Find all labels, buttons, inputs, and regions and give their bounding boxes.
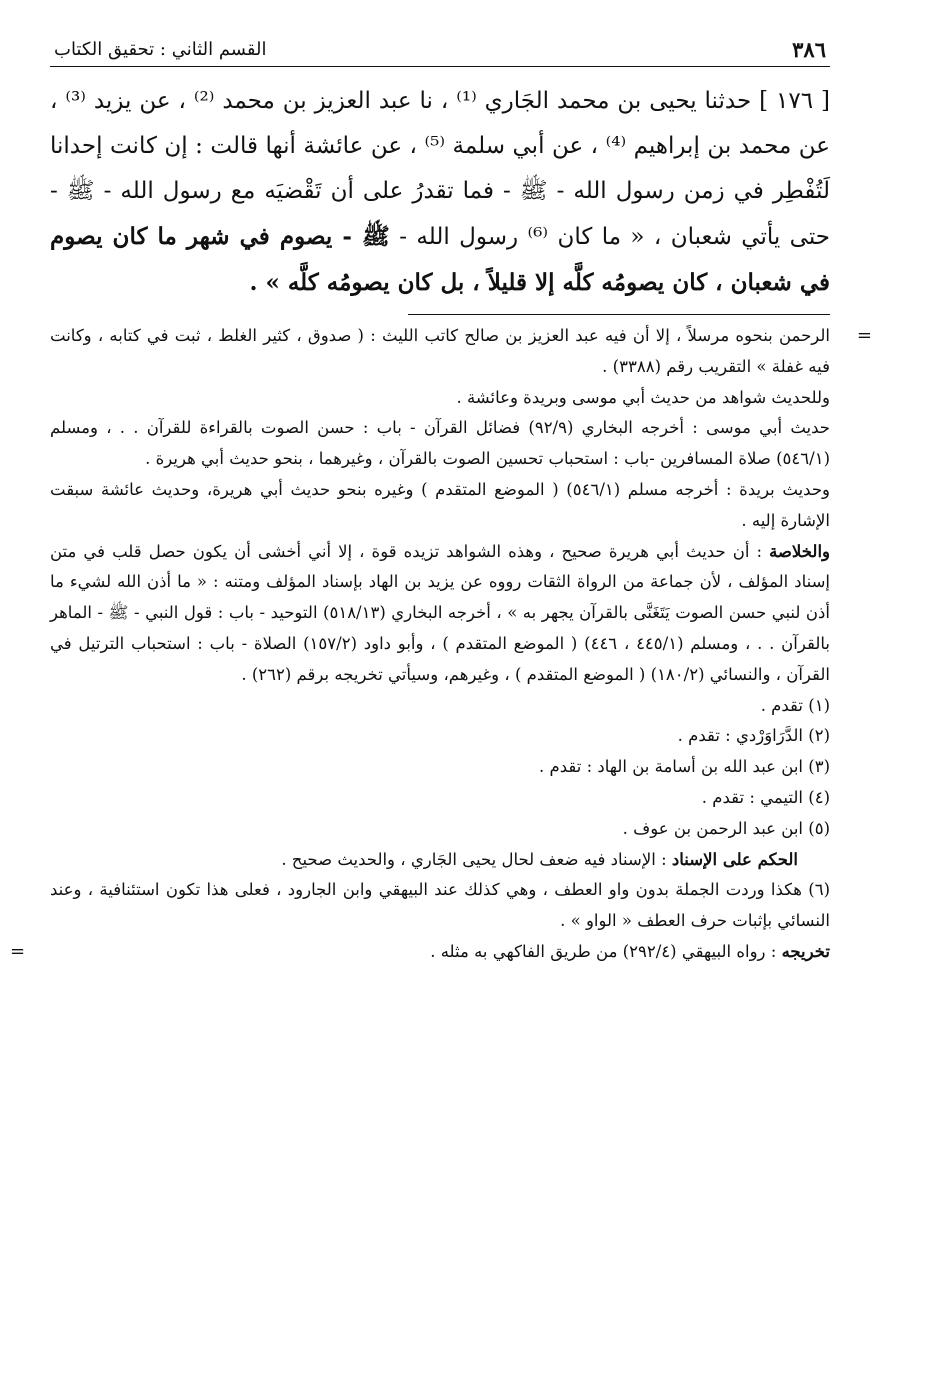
- footnote-2: (٢) الدَّرَاوَرْدي : تقدم .: [677, 726, 830, 746]
- takhrij-heading: تخريجه: [781, 941, 830, 961]
- takhrij: تخريجه : رواه البيهقي (٢٩٢/٤) من طريق الفاكهي به مثله . =: [50, 937, 830, 968]
- running-header: [50, 38, 830, 67]
- note-paragraph: وحديث بريدة : أخرجه مسلم (٥٤٦/١) ( الموضع المتقدم ) وغيره بنحو حديث أبي هريرة، وحديث عائشة سبقت الإشارة إليه .: [50, 479, 831, 530]
- continuation-mark: =: [856, 325, 872, 346]
- ruling-heading: الحكم على الإسناد: [671, 849, 798, 869]
- footnote-4: (٤) التيمي : تقدم .: [701, 787, 830, 807]
- hadith-text: [50, 79, 830, 306]
- book-page: [10, 37, 872, 968]
- footnote-5: (٥) ابن عبد الرحمن بن عوف .: [622, 818, 830, 838]
- hadith-narration: [ ١٧٦ ] حدثنا يحيى بن محمد الجَاري ⁽¹⁾ ، نا عبد العزيز بن محمد ⁽²⁾ ، عن يزيد ⁽³⁾ ، عن محمد بن إبراهيم ⁽⁴⁾ ، عن أبي سلمة ⁽⁵⁾ ، عن عائشة أنها قالت : إن كانت إحدانا لَتُفْطِر في زمن رسول الله - ﷺ - فما تقدرُ على أن تَقْضيَه مع رسول الله - ﷺ - حتى يأتي شعبان ، « ما كان ⁽⁶⁾ رسول الله -: [50, 88, 831, 250]
- note-paragraph: حديث أبي موسى : أخرجه البخاري (٩٢/٩) فضائل القرآن - باب : حسن الصوت بالقراءة للقرآن . . ، ومسلم (٥٤٦/١) صلاة المسافرين -باب : استحباب تحسين الصوت بالقرآن ، وغيرهما ، بنحو حديث أبي هريرة .: [50, 418, 831, 469]
- summary-heading: والخلاصة: [769, 541, 830, 561]
- continued-mark: =: [10, 940, 26, 962]
- footnote-list: [10, 691, 830, 968]
- footnote-separator: [408, 314, 830, 315]
- footnote-1: (١) تقدم .: [760, 695, 830, 715]
- hadith-matn-bold: ﷺ - يصوم في شهر ما كان يصوم في شعبان ، كان يصومُه كلَّه إلا قليلاً ، بل كان يصومُه كلَّه » .: [50, 223, 830, 296]
- page-number: ٣٨٦: [792, 37, 826, 62]
- note-summary: والخلاصة : أن حديث أبي هريرة صحيح ، وهذه الشواهد تزيده قوة ، إلا أني أخشى أن يكون حصل قلب في متن إسناد المؤلف ، لأن جماعة من الرواة الثقات رووه عن يزيد بن الهاد بإسناد المؤلف ومتنه : « ما أذن الله لشيء ما أذن لنبي حسن الصوت يَتَغَنَّى بالقرآن يجهر به » ، أخرجه البخاري (٥١٨/١٣) التوحيد - باب : قول النبي - ﷺ - الماهر بالقرآن . . ، ومسلم (٤٤٥/١ ، ٤٤٦) ( الموضع المتقدم ) ، وأبو داود (١٥٧/٢) الصلاة - باب : استحباب الترتيل في القرآن ، والنسائي (١٨٠/٢) ( الموضع المتقدم ) ، وغيرهم، وسيأتي تخريجه برقم (٢٦٢) .: [50, 541, 830, 684]
- note-paragraph: وللحديث شواهد من حديث أبي موسى وبريدة وعائشة .: [456, 387, 830, 407]
- note-continuation: = الرحمن بنحوه مرسلاً ، إلا أن فيه عبد العزيز بن صالح كاتب الليث : ( صدوق ، كثير الغلط ، ثبت في كتابه ، وكانت فيه غفلة » التقريب رقم (٣٣٨٨) .: [50, 321, 830, 383]
- footnotes: [10, 321, 872, 968]
- isnad-ruling: الحكم على الإسناد : الإسناد فيه ضعف لحال يحيى الجَاري ، والحديث صحيح .: [281, 849, 798, 869]
- footnote-6: (٦) هكذا وردت الجملة بدون واو العطف ، وهي كذلك عند البيهقي وابن الجارود ، فعلى هذا تكون استئنافية ، وعند النسائي بإثبات حرف العطف « الواو » .: [50, 880, 830, 931]
- footnote-3: (٣) ابن عبد الله بن أسامة بن الهاد : تقدم .: [539, 757, 830, 777]
- hadith-paragraph: [50, 79, 830, 306]
- section-title: القسم الثاني : تحقيق الكتاب: [54, 39, 267, 60]
